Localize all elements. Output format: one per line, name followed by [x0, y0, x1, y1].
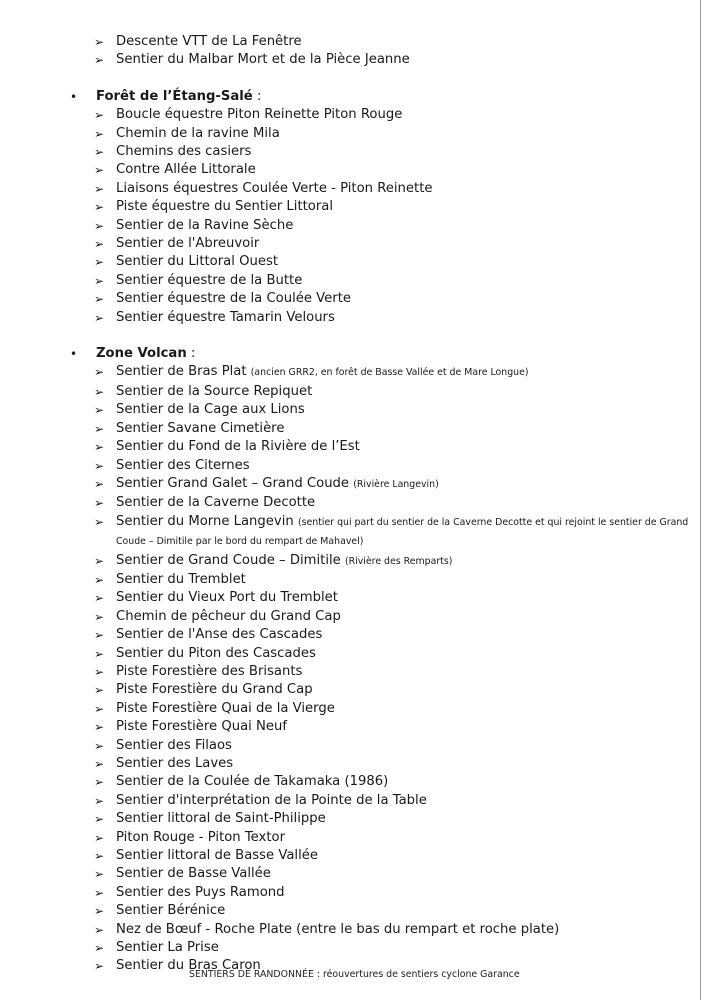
arrow-bullet-icon: ➢: [94, 959, 105, 974]
trail-text: [116, 681, 690, 699]
trail-text: [116, 420, 690, 438]
trail-text: [116, 401, 690, 419]
trail-text: [116, 363, 690, 382]
trail-text: [116, 309, 690, 327]
arrow-bullet-icon: ➢: [94, 458, 105, 473]
trail-item: [0, 645, 700, 663]
section-title-text: Forêt de l’Étang-Salé: [96, 88, 253, 104]
trail-text: [116, 125, 690, 143]
trail-text: [116, 106, 690, 124]
trail-text: [116, 51, 690, 69]
trail-item: [0, 106, 700, 124]
trail-item: [0, 401, 700, 419]
trail-text: [116, 33, 690, 51]
trail-text: [116, 847, 690, 865]
trail-item: [0, 161, 700, 179]
section-heading: [0, 88, 700, 106]
arrow-bullet-icon: ➢: [94, 145, 105, 160]
trail-section: [0, 88, 700, 327]
trail-item: [0, 773, 700, 791]
arrow-bullet-icon: ➢: [94, 476, 105, 491]
trail-name: Sentier du Bras Caron: [116, 958, 261, 974]
trail-name: Liaisons équestres Coulée Verte - Piton Reinette: [116, 180, 433, 196]
section-colon: :: [186, 346, 196, 362]
arrow-bullet-icon: ➢: [94, 683, 105, 698]
trail-text: [116, 290, 690, 308]
trail-text: [116, 865, 690, 883]
trail-name: Sentier de Grand Coude – Dimitile: [116, 552, 341, 568]
trail-name: Piste équestre du Sentier Littoral: [116, 199, 334, 215]
trail-name: Sentier de la Ravine Sèche: [116, 217, 294, 233]
trail-name: Sentier de Bras Plat: [116, 364, 247, 380]
trail-item: [0, 217, 700, 235]
arrow-bullet-icon: ➢: [94, 496, 105, 511]
trail-text: [116, 589, 690, 607]
trail-item: [0, 700, 700, 718]
trail-text: [116, 253, 690, 271]
trail-item: [0, 921, 700, 939]
trail-name: Sentier des Citernes: [116, 457, 250, 473]
arrow-bullet-icon: ➢: [94, 867, 105, 882]
arrow-bullet-icon: ➢: [94, 904, 105, 919]
trail-note: (ancien GRR2, en forêt de Basse Vallée et de Mare Longue): [250, 367, 529, 379]
trail-text: [116, 494, 690, 512]
trail-name: Contre Allée Littorale: [116, 162, 256, 178]
trail-list: [0, 33, 700, 976]
trail-text: [116, 161, 690, 179]
trail-item: [0, 51, 700, 69]
trail-item: [0, 494, 700, 512]
trail-text: [116, 810, 690, 828]
trail-text: [116, 438, 690, 456]
arrow-bullet-icon: ➢: [94, 35, 105, 49]
scan-edge-line: [700, 0, 701, 1000]
arrow-bullet-icon: ➢: [94, 941, 105, 956]
trail-item: [0, 829, 700, 847]
trail-name: Sentier La Prise: [116, 940, 219, 956]
trail-name: Sentier littoral de Basse Vallée: [116, 848, 318, 864]
arrow-bullet-icon: ➢: [94, 440, 105, 455]
arrow-bullet-icon: ➢: [94, 384, 105, 399]
trail-name: Piste Forestière Quai Neuf: [116, 719, 288, 735]
trail-note: (sentier qui part du sentier de la Caverne Decotte et qui rejoint le sentier de Grand Coude – Dimitile par le bord du rempart de Mahavel): [116, 516, 689, 548]
trail-item: [0, 253, 700, 271]
trail-text: [116, 513, 690, 552]
trail-name: Sentier équestre de la Butte: [116, 272, 303, 288]
section-heading: [0, 345, 700, 363]
trail-name: Sentier littoral de Saint-Philippe: [116, 811, 326, 827]
trail-item: [0, 125, 700, 143]
trail-text: [116, 457, 690, 475]
trail-item: [0, 383, 700, 401]
trail-text: [116, 700, 690, 718]
arrow-bullet-icon: ➢: [94, 885, 105, 900]
trail-name: Sentier des Laves: [116, 756, 234, 771]
trail-name: Sentier du Malbar Mort et de la Pièce Jeanne: [116, 52, 410, 68]
trail-name: Sentier de la Coulée de Takamaka (1986): [116, 774, 389, 790]
bullet-icon: •: [70, 347, 78, 362]
bullet-icon: •: [70, 89, 78, 104]
trail-item: [0, 589, 700, 607]
trail-text: [116, 475, 690, 494]
arrow-bullet-icon: ➢: [94, 218, 105, 233]
trail-text: [116, 645, 690, 663]
trail-text: [116, 272, 690, 290]
section-colon: :: [252, 88, 262, 104]
trail-item: [0, 309, 700, 327]
arrow-bullet-icon: ➢: [94, 757, 105, 771]
section-title-text: Zone Volcan: [96, 346, 187, 362]
trail-name: Sentier du Piton des Cascades: [116, 645, 316, 661]
arrow-bullet-icon: ➢: [94, 701, 105, 716]
trail-name: Sentier d'interprétation de la Pointe de la Table: [116, 792, 427, 808]
arrow-bullet-icon: ➢: [94, 849, 105, 864]
arrow-bullet-icon: ➢: [94, 830, 105, 845]
trail-name: Sentier Grand Galet – Grand Coude: [116, 475, 350, 491]
trail-item: [0, 457, 700, 475]
section-spacer: [0, 327, 700, 345]
trail-name: Boucle équestre Piton Reinette Piton Rouge: [116, 107, 403, 123]
section-title: [96, 88, 261, 106]
trail-item: [0, 737, 700, 755]
trail-item: [0, 810, 700, 828]
trail-name: Descente VTT de La Fenêtre: [116, 34, 302, 49]
trail-item: [0, 143, 700, 161]
arrow-bullet-icon: ➢: [94, 775, 105, 790]
trail-name: Sentier des Filaos: [116, 737, 232, 753]
trail-text: [116, 829, 690, 847]
trail-name: Chemin de pêcheur du Grand Cap: [116, 608, 341, 624]
arrow-bullet-icon: ➢: [94, 200, 105, 215]
arrow-bullet-icon: ➢: [94, 646, 105, 661]
arrow-bullet-icon: ➢: [94, 664, 105, 679]
trail-item: [0, 363, 700, 382]
trail-name: Sentier de l'Abreuvoir: [116, 236, 260, 252]
arrow-bullet-icon: ➢: [94, 720, 105, 735]
trail-text: [116, 921, 690, 939]
trail-name: Piste Forestière des Brisants: [116, 663, 303, 679]
trail-item: [0, 847, 700, 865]
trail-name: Sentier du Vieux Port du Tremblet: [116, 590, 338, 606]
trail-text: [116, 939, 690, 957]
arrow-bullet-icon: ➢: [94, 255, 105, 270]
trail-name: Chemin de la ravine Mila: [116, 125, 280, 141]
trail-text: [116, 773, 690, 791]
arrow-bullet-icon: ➢: [94, 572, 105, 587]
trail-name: Sentier de l'Anse des Cascades: [116, 627, 323, 643]
trail-name: Sentier du Tremblet: [116, 571, 246, 587]
trail-item: [0, 552, 700, 571]
trail-name: Sentier du Littoral Ouest: [116, 254, 278, 270]
footer-text: SENTIERS DE RANDONNÉE : réouvertures de sentiers cyclone Garance: [189, 969, 520, 980]
section-spacer: [0, 70, 700, 88]
trail-item: [0, 290, 700, 308]
arrow-bullet-icon: ➢: [94, 403, 105, 418]
trail-item: [0, 865, 700, 883]
section-trail-list: [0, 363, 700, 975]
trail-item: [0, 198, 700, 216]
section-title: [96, 345, 195, 363]
trail-text: [116, 792, 690, 810]
arrow-bullet-icon: ➢: [94, 292, 105, 307]
trail-note: (Rivière Langevin): [353, 478, 439, 490]
arrow-bullet-icon: ➢: [94, 126, 105, 141]
trail-item: [0, 33, 700, 51]
trail-section: [0, 345, 700, 976]
trail-text: [116, 552, 690, 571]
trail-item: [0, 939, 700, 957]
trail-name: Sentier équestre Tamarin Velours: [116, 309, 335, 325]
trail-text: [116, 718, 690, 736]
trail-item: [0, 513, 700, 552]
trail-name: Nez de Bœuf - Roche Plate (entre le bas du rempart et roche plate): [116, 921, 560, 937]
trail-item: [0, 608, 700, 626]
trail-name: Sentier de Basse Vallée: [116, 866, 271, 882]
trail-name: Sentier de la Caverne Decotte: [116, 495, 316, 511]
trail-name: Sentier Savane Cimetière: [116, 420, 285, 436]
trail-item: [0, 884, 700, 902]
trail-text: [116, 884, 690, 902]
arrow-bullet-icon: ➢: [94, 108, 105, 123]
trail-text: [116, 608, 690, 626]
arrow-bullet-icon: ➢: [94, 793, 105, 808]
trail-item: [0, 235, 700, 253]
trail-text: [116, 217, 690, 235]
trail-name: Sentier des Puys Ramond: [116, 884, 285, 900]
trail-name: Sentier équestre de la Coulée Verte: [116, 291, 351, 307]
trail-note: (Rivière des Remparts): [344, 555, 453, 567]
trail-item: [0, 272, 700, 290]
trail-item: [0, 663, 700, 681]
trail-text: [116, 626, 690, 644]
section-trail-list: [0, 106, 700, 327]
arrow-bullet-icon: ➢: [94, 365, 105, 380]
arrow-bullet-icon: ➢: [94, 181, 105, 196]
trail-item: [0, 792, 700, 810]
trail-text: [116, 755, 690, 773]
arrow-bullet-icon: ➢: [94, 273, 105, 288]
trail-item: [0, 180, 700, 198]
trail-name: Piton Rouge - Piton Textor: [116, 829, 286, 845]
arrow-bullet-icon: ➢: [94, 591, 105, 606]
arrow-bullet-icon: ➢: [94, 812, 105, 827]
trail-text: [116, 571, 690, 589]
trail-item: [0, 718, 700, 736]
trail-item: [0, 420, 700, 438]
trail-name: Piste Forestière Quai de la Vierge: [116, 700, 335, 716]
trail-name: Piste Forestière du Grand Cap: [116, 682, 313, 698]
trail-item: [0, 571, 700, 589]
arrow-bullet-icon: ➢: [94, 553, 105, 568]
trail-text: [116, 198, 690, 216]
trail-item: [0, 626, 700, 644]
trail-name: Chemins des casiers: [116, 144, 252, 160]
arrow-bullet-icon: ➢: [94, 628, 105, 643]
trail-text: [116, 180, 690, 198]
trail-name: Sentier de la Cage aux Lions: [116, 402, 305, 418]
trail-item: [0, 902, 700, 920]
trail-text: [116, 902, 690, 920]
trail-text: [116, 235, 690, 253]
arrow-bullet-icon: ➢: [94, 237, 105, 252]
trail-name: Sentier Bérénice: [116, 903, 226, 919]
trail-item: [0, 438, 700, 456]
arrow-bullet-icon: ➢: [94, 738, 105, 753]
trail-text: [116, 663, 690, 681]
trail-text: [116, 143, 690, 161]
intro-trail-list: [0, 33, 700, 70]
arrow-bullet-icon: ➢: [94, 922, 105, 937]
trail-item: [0, 475, 700, 494]
trail-name: Sentier du Fond de la Rivière de l’Est: [116, 439, 360, 455]
arrow-bullet-icon: ➢: [94, 310, 105, 325]
trail-item: [0, 755, 700, 773]
trail-item: [0, 681, 700, 699]
trail-name: Sentier de la Source Repiquet: [116, 383, 313, 399]
arrow-bullet-icon: ➢: [94, 53, 105, 68]
arrow-bullet-icon: ➢: [94, 514, 105, 529]
trail-name: Sentier du Morne Langevin: [116, 513, 294, 529]
arrow-bullet-icon: ➢: [94, 163, 105, 178]
trail-text: [116, 737, 690, 755]
arrow-bullet-icon: ➢: [94, 609, 105, 624]
trail-text: [116, 383, 690, 401]
arrow-bullet-icon: ➢: [94, 421, 105, 436]
